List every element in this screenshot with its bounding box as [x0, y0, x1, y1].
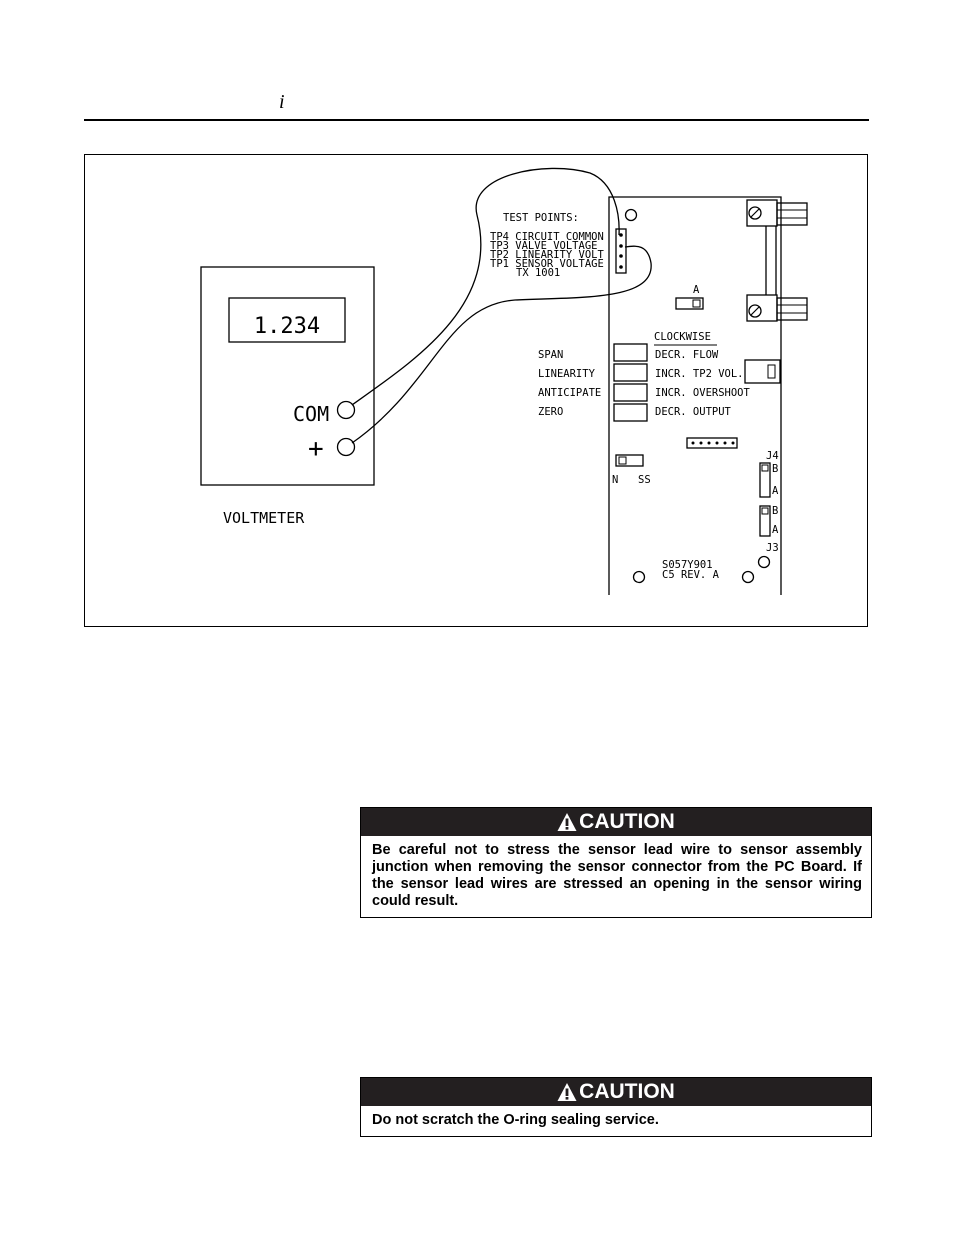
test-point-tp1: TP1 SENSOR VOLTAGE	[490, 258, 604, 270]
pot-span-function: DECR. FLOW	[655, 349, 719, 361]
caution-text: Be careful not to stress the sensor lead wire to sensor assembly junction when removing the sensor connector from the PC Board. If the sensor lead wires are stressed an opening in the sensor wiring could result.	[372, 842, 862, 909]
pot-linearity	[614, 364, 647, 381]
j4-b-label: B	[772, 463, 779, 475]
voltmeter-body	[201, 267, 374, 485]
n-label: N	[612, 474, 619, 486]
mounting-hole	[743, 572, 754, 583]
header-pin	[724, 442, 727, 445]
test-point-pin	[619, 244, 623, 248]
pot-anticipate-label: ANTICIPATE	[538, 387, 602, 399]
header-pin	[716, 442, 719, 445]
header-pin	[692, 442, 695, 445]
j4-label: J4	[766, 450, 779, 462]
test-points-note: TX 1001	[516, 267, 561, 279]
caution-header	[361, 808, 871, 836]
warning-triangle-icon	[557, 1082, 577, 1102]
plus-terminal	[338, 439, 355, 456]
n-ss-jumper-cap	[619, 457, 626, 464]
side-component-part	[768, 365, 775, 378]
pot-span	[614, 344, 647, 361]
header-italic-mark: i	[279, 91, 285, 113]
screw-slot	[751, 307, 759, 315]
pot-zero-label: ZERO	[538, 406, 564, 418]
header-pin	[708, 442, 711, 445]
test-point-tp4: TP4 CIRCUIT COMMON	[490, 231, 604, 243]
mounting-hole	[634, 572, 645, 583]
test-point-tp2: TP2 LINEARITY VOLT	[490, 249, 604, 261]
test-point-pin	[619, 265, 623, 269]
caution-title: CAUTION	[579, 1080, 675, 1103]
test-point-pin	[619, 254, 623, 258]
plus-label: +	[308, 434, 324, 464]
ss-label: SS	[638, 474, 651, 486]
j3-a-label: A	[772, 524, 779, 536]
header-pin	[700, 442, 703, 445]
pot-anticipate-function: INCR. OVERSHOOT	[655, 387, 750, 399]
plus-probe-wire	[352, 246, 651, 443]
pot-span-label: SPAN	[538, 349, 564, 361]
j3-jumper-cap	[762, 508, 768, 514]
header-pin	[732, 442, 735, 445]
test-points-title: TEST POINTS:	[503, 212, 579, 224]
pot-zero	[614, 404, 647, 421]
jumper-a-cap	[693, 300, 700, 307]
pot-zero-function: DECR. OUTPUT	[655, 406, 731, 418]
wiring-diagram	[85, 155, 869, 628]
j3-label: J3	[766, 542, 779, 554]
board-revision: C5 REV. A	[662, 569, 719, 581]
test-point-tp3: TP3 VALVE VOLTAGE	[490, 240, 598, 252]
caution-box-sensor-lead	[360, 807, 872, 918]
test-point-pin	[619, 233, 623, 237]
j4-a-label: A	[772, 485, 779, 497]
com-terminal	[338, 402, 355, 419]
caution-header	[361, 1078, 871, 1106]
caution-text: Do not scratch the O-ring sealing service.	[372, 1112, 659, 1128]
mounting-hole	[626, 210, 637, 221]
terminal-block-bottom	[747, 295, 777, 321]
j3-b-label: B	[772, 505, 779, 517]
terminal-block-top	[747, 200, 777, 226]
screw-slot	[751, 209, 759, 217]
pot-anticipate	[614, 384, 647, 401]
header-rule	[84, 119, 869, 121]
caution-title: CAUTION	[579, 810, 675, 833]
warning-triangle-icon	[557, 812, 577, 832]
pot-linearity-function: INCR. TP2 VOL.	[655, 368, 744, 380]
caution-box-o-ring	[360, 1077, 872, 1137]
voltmeter-caption: VOLTMETER	[223, 509, 305, 527]
jumper-a-label: A	[693, 284, 700, 296]
mounting-hole	[759, 557, 770, 568]
com-label: COM	[293, 402, 330, 426]
part-number: S057Y901	[662, 559, 713, 571]
figure-voltmeter-hookup	[84, 154, 868, 627]
clockwise-label: CLOCKWISE	[654, 331, 711, 343]
pot-linearity-label: LINEARITY	[538, 368, 595, 380]
j4-jumper-cap	[762, 465, 768, 471]
voltmeter-reading: 1.234	[253, 314, 321, 339]
